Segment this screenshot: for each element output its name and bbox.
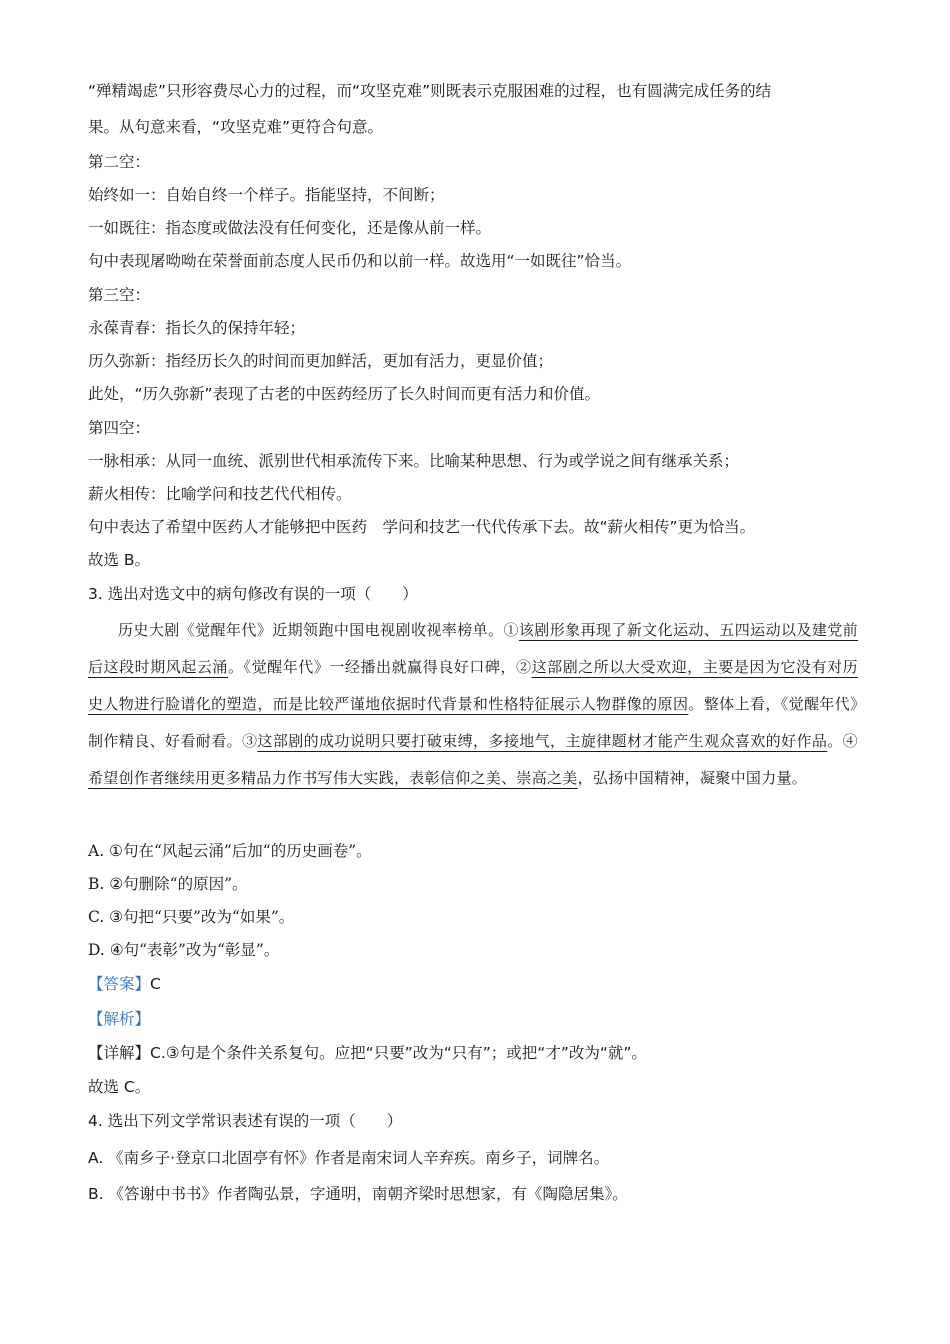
passage-text: 。《觉醒年代》一经播出就赢得良好口碑，② (228, 658, 532, 676)
definition-line: 薪火相传：比喻学问和技艺代代相传。 (88, 485, 352, 503)
underlined-sentence-4: 希望创作者继续用更多精品力作书写伟大实践，表彰信仰之美、崇高之美 (88, 769, 578, 787)
explanation-line: 此处，“历久弥新”表现了古老的中医药经历了长久时间而更有活力和价值。 (88, 385, 601, 403)
detail-text: C.③句是个条件关系复句。应把“只要”改为“只有”；或把“才”改为“就”。 (150, 1044, 647, 1062)
answer-choice: 故选 C。 (88, 1078, 151, 1096)
explanation-line: 句中表现屠呦呦在荣誉面前态度人民币仍和以前一样。故选用“一如既往”恰当。 (88, 252, 632, 270)
detail-tag: 【详解】 (88, 1044, 151, 1062)
passage-text: ，弘扬中国精神，凝聚中国力量。 (577, 769, 808, 787)
passage-text: 。④ (827, 732, 858, 750)
definition-line: 始终如一：自始自终一个样子。指能坚持，不间断； (88, 186, 445, 204)
definition-line: 一脉相承：从同一血统、派别世代相承流传下来。比喻某种思想、行为或学说之间有继承关系； (88, 452, 740, 470)
passage-text: 历史大剧《觉醒年代》近期领跑中国电视剧收视率榜单。① (118, 621, 519, 639)
question-stem: 4. 选出下列文学常识表述有误的一项（ ） (88, 1112, 403, 1130)
answer-tag: 【答案】 (88, 975, 151, 993)
answer-choice: 故选 B。 (88, 551, 151, 569)
option-b: B. 《答谢中书书》作者陶弘景，字通明，南朝齐梁时思想家，有《陶隐居集》。 (88, 1185, 628, 1203)
option-d: D. ④句“表彰”改为“彰显”。 (88, 941, 280, 959)
passage-text: 。整体上看，《觉醒年代》制作精良、好看耐看。③ (88, 695, 858, 750)
detail-line (88, 1042, 647, 1064)
explanation-line: 句中表达了希望中医药人才能够把中医药 学问和技艺一代代传承下去。故“薪火相传”更为恰当。 (88, 518, 756, 536)
explanation-line: 果。从句意来看，“攻坚克难”更符合句意。 (88, 118, 384, 136)
option-c: C. ③句把“只要”改为“如果”。 (88, 908, 295, 926)
option-a: A. ①句在“风起云涌”后加“的历史画卷”。 (88, 842, 372, 860)
underlined-sentence-1: 该剧形象再现了新文化运动、五四运动以及建党前后这段时期风起云涌 (88, 621, 858, 676)
blank-heading: 第四空： (88, 419, 151, 437)
blank-heading: 第二空： (88, 153, 151, 171)
underlined-sentence-3: 这部剧的成功说明只要打破束缚，多接地气，主旋律题材才能产生观众喜欢的好作品 (257, 732, 828, 750)
question-stem: 3. 选出对选文中的病句修改有误的一项（ ） (88, 585, 418, 603)
analysis-tag: 【解析】 (88, 1010, 151, 1028)
answer-value: C (150, 975, 161, 993)
reading-passage (88, 612, 858, 797)
blank-heading: 第三空： (88, 286, 151, 304)
definition-line: 一如既往：指态度或做法没有任何变化，还是像从前一样。 (88, 219, 492, 237)
definition-line: 历久弥新：指经历长久的时间而更加鲜活，更加有活力，更显价值； (88, 352, 554, 370)
underlined-sentence-2: 这部剧之所以大受欢迎，主要是因为它没有对历史人物进行脸谱化的塑造，而是比较严谨地依据时代背景和性格特征展示人物群像的原因 (88, 658, 858, 713)
explanation-line: “殚精竭虑”只形容费尽心力的过程，而“攻坚克难”则既表示克服困难的过程，也有圆满完成任务的结 (88, 82, 772, 100)
answer-line (88, 973, 161, 995)
option-a: A. 《南乡子·登京口北固亭有怀》作者是南宋词人辛弃疾。南乡子，词牌名。 (88, 1149, 610, 1167)
definition-line: 永葆青春：指长久的保持年轻； (88, 319, 306, 337)
option-b: B. ②句删除“的原因”。 (88, 875, 248, 893)
